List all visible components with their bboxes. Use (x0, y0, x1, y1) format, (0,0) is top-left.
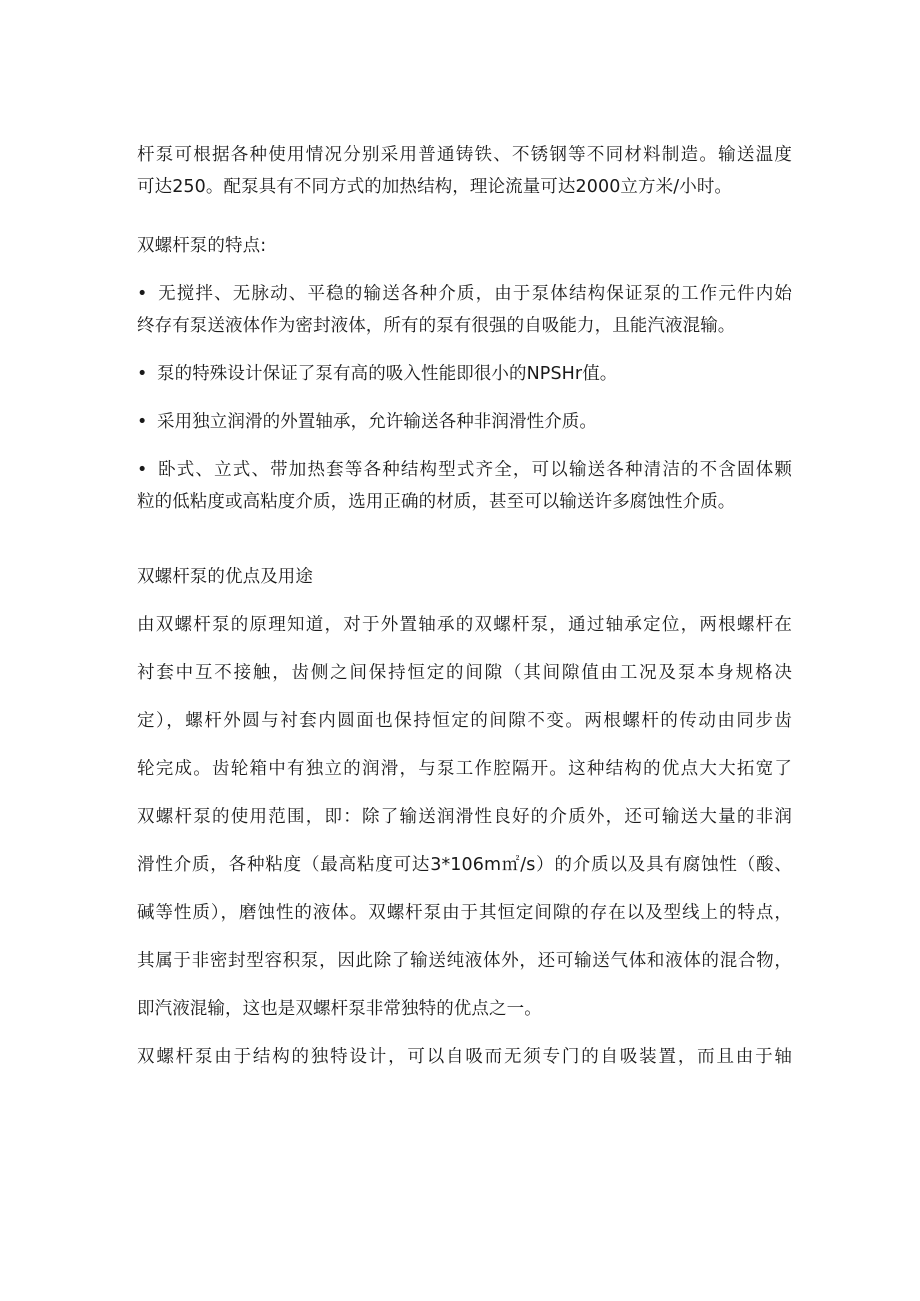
bullet-item (137, 278, 792, 310)
paragraph-line: 轮完成。齿轮箱中有独立的润滑，与泵工作腔隔开。这种结构的优点大大拓宽了 (137, 759, 792, 779)
bullet-icon: • (137, 364, 148, 384)
paragraph-line: 双螺杆泵的使用范围，即：除了输送润滑性良好的介质外，还可输送大量的非润 (137, 807, 792, 827)
bullet-icon: • (137, 284, 148, 304)
spacer (137, 518, 792, 545)
bullet-icon: • (137, 412, 148, 432)
bullet-item (137, 406, 792, 438)
spacer (137, 262, 792, 278)
spacer (137, 545, 792, 561)
spacer (137, 342, 792, 358)
paragraph-line: 碱等性质），磨蚀性的液体。双螺杆泵由于其恒定间隙的存在以及型线上的特点， (137, 903, 792, 923)
section-heading-features: 双螺杆泵的特点: (137, 236, 267, 256)
paragraph-line: 其属于非密封型容积泵，因此除了输送纯液体外，还可输送气体和液体的混合物， (137, 951, 792, 971)
paragraph-line: 由双螺杆泵的原理知道，对于外置轴承的双螺杆泵，通过轴承定位，两根螺杆在 (137, 615, 792, 635)
paragraph-line: 滑性介质，各种粘度（最高粘度可达3*106m㎡/s）的介质以及具有腐蚀性（酸、 (137, 855, 792, 875)
spacer (137, 833, 792, 849)
intro-line: 可达250。配泵具有不同方式的加热结构，理论流量可达2000立方米/小时。 (137, 177, 733, 197)
spacer (137, 593, 792, 609)
document-body (137, 139, 792, 1073)
spacer (137, 641, 792, 657)
section-heading-advantages: 双螺杆泵的优点及用途 (137, 567, 313, 587)
paragraph-line: 双螺杆泵由于结构的独特设计，可以自吸而无须专门的自吸装置，而且由于轴 (137, 1047, 792, 1067)
bullet-text: 卧式、立式、带加热套等各种结构型式齐全，可以输送各种清洁的不含固体颗 (157, 460, 792, 480)
bullet-item (137, 358, 792, 390)
bullet-item-continuation: 终存有泵送液体作为密封液体，所有的泵有很强的自吸能力，且能汽液混输。 (137, 316, 736, 336)
paragraph-line: 定），螺杆外圆与衬套内圆面也保持恒定的间隙不变。两根螺杆的传动由同步齿 (137, 711, 792, 731)
spacer (137, 1025, 792, 1041)
spacer (137, 881, 792, 897)
spacer (137, 203, 792, 230)
spacer (137, 689, 792, 705)
spacer (137, 438, 792, 454)
bullet-item-continuation: 粒的低粘度或高粘度介质，选用正确的材质，甚至可以输送许多腐蚀性介质。 (137, 492, 736, 512)
spacer (137, 737, 792, 753)
spacer (137, 977, 792, 993)
bullet-text: 采用独立润滑的外置轴承，允许输送各种非润滑性介质。 (157, 412, 597, 432)
spacer (137, 390, 792, 406)
intro-line: 杆泵可根据各种使用情况分别采用普通铸铁、不锈钢等不同材料制造。输送温度 (137, 145, 792, 165)
spacer (137, 929, 792, 945)
paragraph-line: 衬套中互不接触，齿侧之间保持恒定的间隙（其间隙值由工况及泵本身规格决 (137, 663, 792, 683)
bullet-text: 无搅拌、无脉动、平稳的输送各种介质，由于泵体结构保证泵的工作元件内始 (157, 284, 792, 304)
spacer (137, 785, 792, 801)
bullet-text: 泵的特殊设计保证了泵有高的吸入性能即很小的NPSHr值。 (157, 364, 618, 384)
paragraph-line: 即汽液混输，这也是双螺杆泵非常独特的优点之一。 (137, 999, 542, 1019)
bullet-item (137, 454, 792, 486)
bullet-icon: • (137, 460, 148, 480)
